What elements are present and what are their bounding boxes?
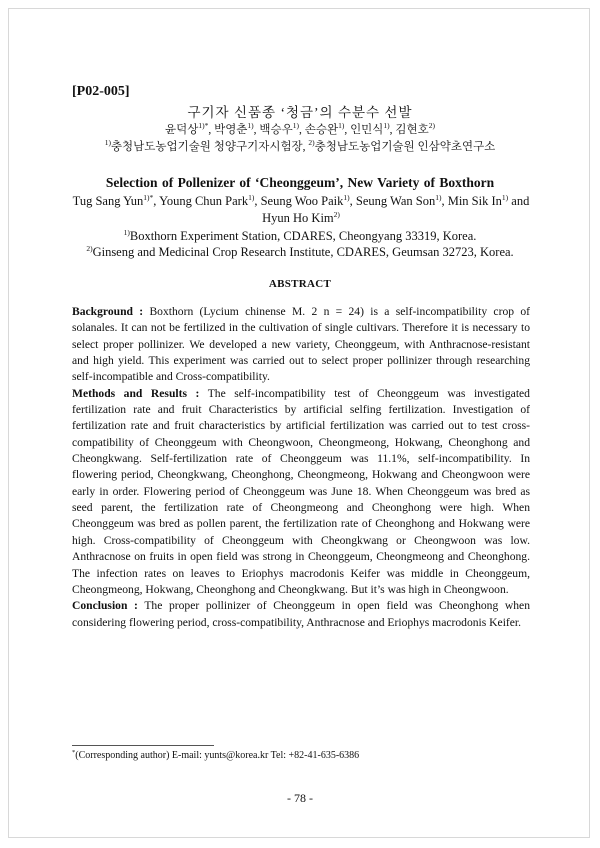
english-affiliation-2 [0,245,600,260]
abstract-body [72,304,530,631]
conclusion-paragraph [72,598,530,631]
author-name: Hyun Ho Kim [262,211,334,225]
korean-title: 구기자 신품종 ‘청금’의 수분수 선발 [187,105,413,120]
affil-mark: 2) [308,138,315,147]
author-affil-mark: 1) [248,193,255,202]
footnote-divider [72,745,214,746]
author-affil-mark: 2) [428,121,435,130]
author-name: 손승완 [304,124,339,136]
author-name: Seung Wan Son [355,194,436,208]
author-affil-mark: 1)* [143,193,154,202]
english-affiliation-1 [0,229,600,244]
author-name: 김현호 [395,124,429,136]
author-affil-mark: 1) [383,121,390,130]
conclusion-label: Conclusion : [72,599,138,613]
affil-mark: 2) [86,244,93,253]
conclusion-text: The proper pollinizer of Cheonggeum in open field was Cheonghong when considering flowering period, cross-compatibility, Anthracnose and Eriophys macrodonis Keifer. [72,599,531,629]
page-number: - 78 - [287,791,313,805]
affiliation-2: 충청남도농업기술원 인삼약초연구소 [314,141,496,153]
author-name: 윤덕상 [165,124,199,136]
author-affil-mark: 1) [338,121,345,130]
author-name: 인민식 [350,124,384,136]
author-name: Min Sik In [447,194,502,208]
author-name: Young Chun Park [159,194,249,208]
english-title: Selection of Pollenizer of ‘Cheonggeum’, New Variety of Boxthorn [105,175,495,190]
author-name: Tug Sang Yun [72,194,144,208]
poster-code: [P02-005] [72,84,130,99]
affiliation-text: Ginseng and Medicinal Crop Research Institute, CDARES, Geumsan 32723, Korea. [92,245,514,259]
affil-mark: 1) [123,228,130,237]
author-name: 박영춘 [214,124,248,136]
english-authors: Tug Sang Yun$^{1)*}$, Young Chun Park$^{1)}$, Seung Woo Paik$^{1)}$, Seung Wan Son$^{1)}$, Min Sik In$^{1)}$ and Hyun Ho Kim$^{2)}$ [72,193,530,225]
author-affil-mark: 1) [247,121,254,130]
author-affil-mark: 2) [333,210,340,219]
abstract-heading: ABSTRACT [268,278,332,290]
methods-paragraph [72,386,530,598]
background-text: Boxthorn (Lycium chinense M. 2 n = 24) is a self-incompatibility crop of solanales. It can not be fertilized in the cultivation of single cultivars. Therefore it is necessary to select proper pollinizer. We developed a new variety, Cheonggeum, with Anthracnose-resistant and high yield. This experiment was carried out to select proper pollinizer through researching self-incompatible and Cross-compatibility. [72,305,530,384]
korean-affiliations [0,138,600,154]
affiliation-1: 충청남도농업기술원 청양구기자시험장, [110,141,309,153]
footnote [72,750,359,761]
author-name: Seung Woo Paik [260,194,344,208]
author-affil-mark: 1) [343,193,350,202]
methods-text: The self-incompatibility test of Cheonggeum was investigated fertilization rate and fruit Characteristics by artificial selfing fertilization. Investigation of fertilization rate and fruit characteristics by artificial fertilization was carried out to test cross-compatibility of Cheonggeum with Cheongwoon, Cheongmeong, Hokwang, Cheonghong and Cheongkwang. Self-fertilization rate of Cheonggeum was 11.1%, self-incompatibility. In flowering period, Cheongkwang, Cheonghong, Cheongmeong, Hokwang and Cheongwoon were early in order. Flowering period of Cheonggeum was June 18. When Cheonggeum was bred as seed parent, the fertilization rate of Cheongmeong and Cheonghong were high. When Cheonggeum was bred as pollen parent, the fertilization rate of Cheonghong and Hokwang were high. Cross-compatibility of Cheonggeum with Cheongkwang or Cheongwoon was low. Anthracnose on fruits in open field was strong in Cheonggeum, Cheongmeong and Cheonghong. The infection rates on leaves to Eriophys macrodonis Keifer was middle in Cheonggeum, Cheongmeong, Hokwang, Cheonghong and Cheongkwang. But it’s was high in Cheongwoon. [72,386,530,596]
author-affil-mark: 1) [501,193,509,202]
author-affil-mark: 1) [435,193,442,202]
background-label: Background : [72,305,144,318]
korean-authors: 윤덕상$^{1)*}$, 박영춘$^{1)}$, 백승우$^{1)}$, 손승완$^{1)}$, 인민식$^{1)}$, 김현호$^{2)}$ [165,121,435,136]
affil-mark: 1) [104,138,111,147]
methods-label: Methods and Results : [72,386,200,400]
background-paragraph [72,304,530,386]
footnote-text: (Corresponding author) E-mail: yunts@korea.kr Tel: +82-41-635-6386 [75,750,360,761]
footnote-mark: * [72,749,76,756]
author-name: 백승우 [259,124,293,136]
author-affil-mark: 1)* [198,121,209,130]
author-affil-mark: 1) [292,121,299,130]
affiliation-text: Boxthorn Experiment Station, CDARES, Cheongyang 33319, Korea. [129,229,477,243]
